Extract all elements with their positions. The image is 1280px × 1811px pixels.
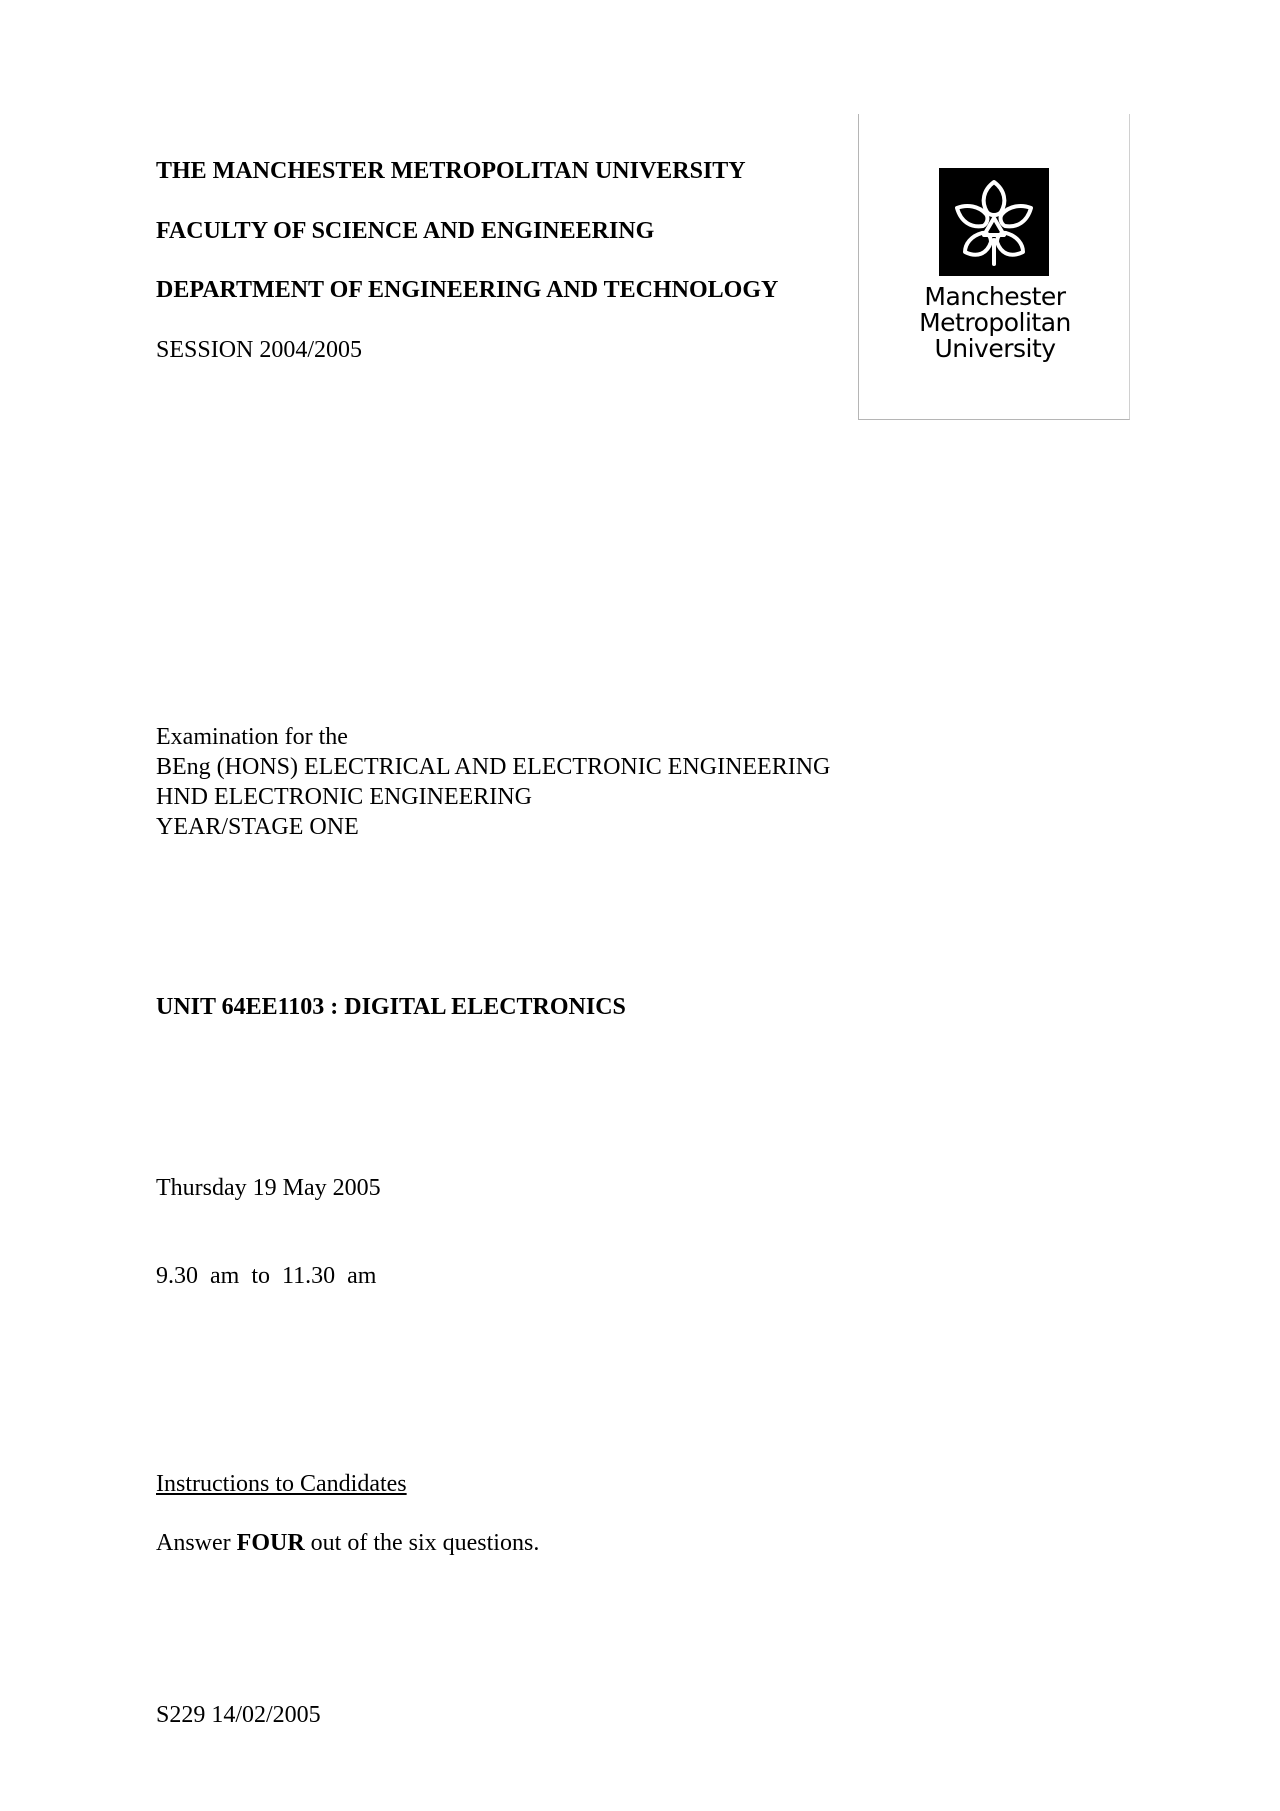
university-name: THE MANCHESTER METROPOLITAN UNIVERSITY — [156, 158, 746, 184]
time-start-suffix: am — [210, 1263, 240, 1289]
department-name: DEPARTMENT OF ENGINEERING AND TECHNOLOGY — [156, 277, 779, 303]
answer-count: FOUR — [236, 1530, 305, 1556]
trefoil-emblem-icon — [939, 168, 1049, 276]
logo-wordmark — [859, 284, 1131, 362]
time-start: 9.30 — [156, 1263, 198, 1289]
exam-intro: Examination for the — [156, 724, 348, 750]
time-to: to — [251, 1263, 270, 1289]
instructions-heading: Instructions to Candidates — [156, 1471, 407, 1497]
programme-line-3: YEAR/STAGE ONE — [156, 814, 359, 840]
time-end-suffix: am — [347, 1263, 377, 1289]
exam-time — [156, 1261, 376, 1291]
session: SESSION 2004/2005 — [156, 337, 363, 363]
programme-line-1: BEng (HONS) ELECTRICAL AND ELECTRONIC ENGINEERING — [156, 754, 831, 780]
answer-suffix: out of the six questions. — [310, 1530, 540, 1556]
instructions-answer — [156, 1528, 539, 1558]
time-end: 11.30 — [282, 1263, 336, 1289]
exam-date: Thursday 19 May 2005 — [156, 1175, 381, 1201]
faculty-name: FACULTY OF SCIENCE AND ENGINEERING — [156, 218, 655, 244]
programme-line-2: HND ELECTRONIC ENGINEERING — [156, 784, 532, 810]
logo-line-1: Manchester — [924, 282, 1066, 311]
university-logo — [858, 114, 1130, 420]
answer-prefix: Answer — [156, 1530, 231, 1556]
exam-details — [156, 722, 830, 842]
logo-line-3: University — [934, 334, 1056, 363]
document-reference: S229 14/02/2005 — [156, 1702, 321, 1728]
unit-title: UNIT 64EE1103 : DIGITAL ELECTRONICS — [156, 994, 626, 1020]
logo-line-2: Metropolitan — [919, 308, 1071, 337]
